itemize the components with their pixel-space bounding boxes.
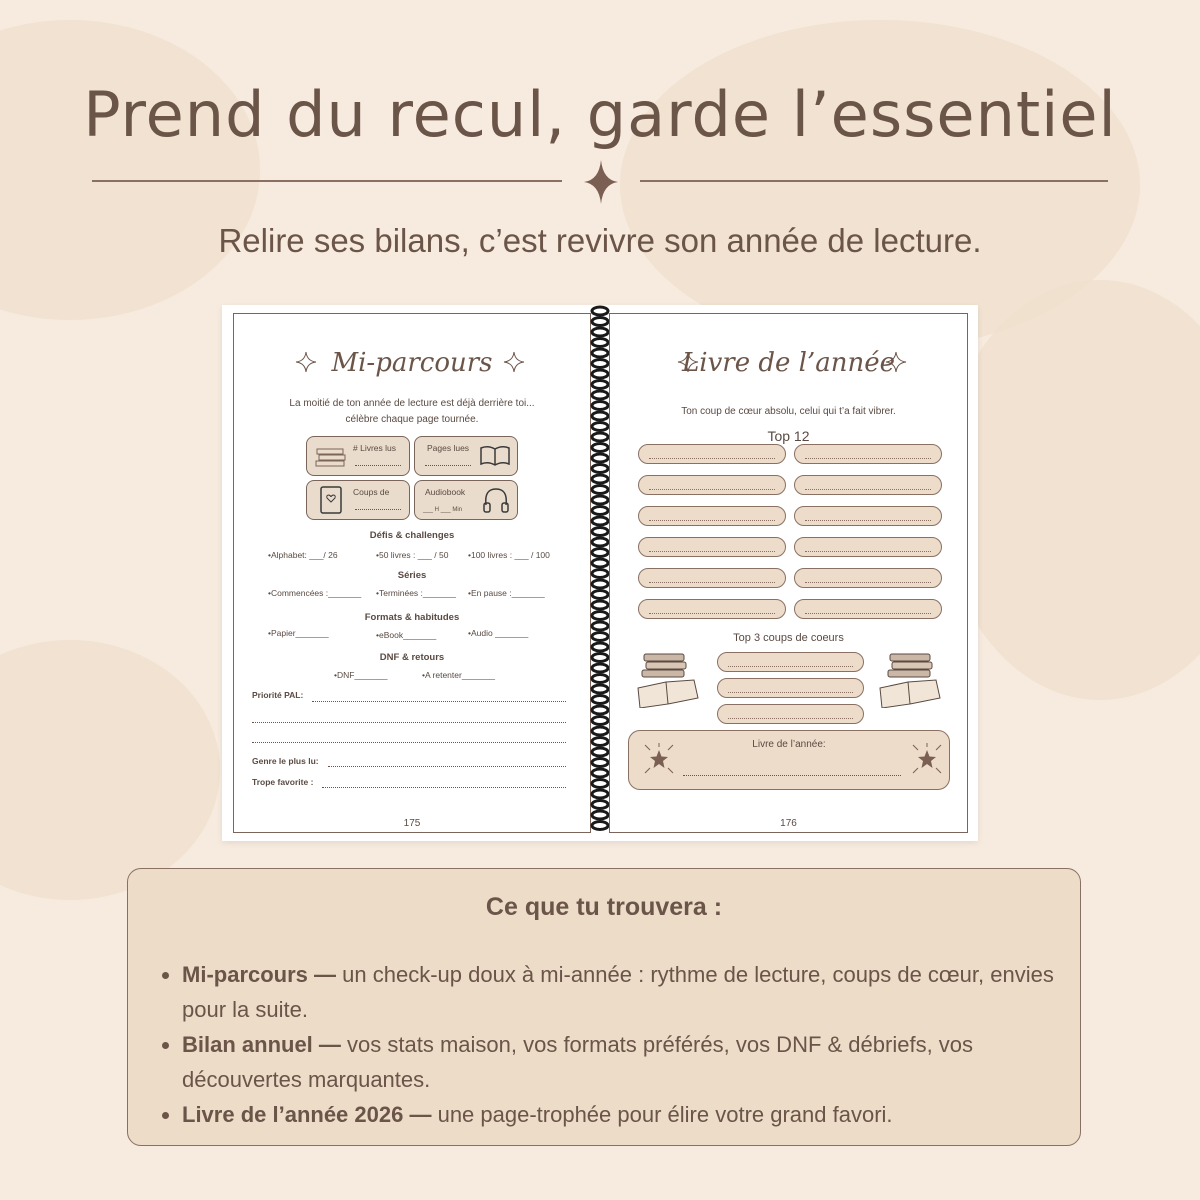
top12-label: Top 12 — [767, 428, 810, 444]
spiral-coil — [592, 423, 608, 431]
feature-title: Livre de l’année 2026 — — [182, 1102, 432, 1127]
trope-line — [322, 787, 566, 788]
formats-heading: Formats & habitudes — [364, 612, 460, 623]
spiral-coil — [592, 727, 608, 735]
spiral-coil — [592, 696, 608, 704]
open-book-icon — [479, 445, 511, 467]
spiral-coil — [592, 339, 608, 347]
favorites-label: Coups de — [353, 487, 390, 497]
feature-text: une page-trophée pour élire votre grand favori. — [431, 1102, 893, 1127]
favorites-line — [355, 509, 401, 510]
spiral-coil — [592, 612, 608, 620]
top12-entry — [638, 599, 786, 619]
spiral-coil — [592, 402, 608, 410]
genre-label: Genre le plus lu: — [252, 756, 319, 766]
dnf-item: •A retenter_______ — [422, 670, 495, 680]
spiral-coil — [592, 759, 608, 767]
top12-entry — [638, 537, 786, 557]
star-icon — [643, 743, 675, 775]
books-read-line — [355, 465, 401, 466]
divider-left — [92, 180, 562, 182]
favorites-box — [306, 480, 410, 520]
pages-read-label: Pages lues — [427, 443, 470, 453]
series-item: •En pause :_______ — [468, 588, 545, 598]
spiral-coil — [592, 391, 608, 399]
format-item: •eBook_______ — [376, 630, 437, 640]
spiral-coil — [592, 538, 608, 546]
spiral-coil — [592, 748, 608, 756]
spiral-coil — [592, 717, 608, 725]
top12-entry — [794, 568, 942, 588]
divider-right — [640, 180, 1108, 182]
heart-book-icon — [319, 485, 343, 515]
intro-line-2: célèbre chaque page tournée. — [345, 414, 479, 425]
dnf-item: •DNF_______ — [334, 670, 388, 680]
top12-entry — [638, 475, 786, 495]
top12-entry — [638, 568, 786, 588]
spiral-coil — [592, 738, 608, 746]
audiobook-box — [414, 480, 518, 520]
spiral-coil — [592, 633, 608, 641]
feature-text: vos stats maison, vos formats préférés, vos DNF & débriefs, vos découvertes marquantes. — [182, 1032, 974, 1092]
spiral-coil — [592, 496, 608, 504]
trope-label: Trope favorite : — [252, 777, 314, 787]
books-stack-icon — [315, 445, 347, 469]
sparkle-icon — [584, 160, 618, 204]
spiral-coil — [592, 475, 608, 483]
notebook-spread — [222, 305, 978, 841]
spiral-coil — [592, 559, 608, 567]
spiral-coil — [592, 664, 608, 672]
pages-read-line — [425, 465, 471, 466]
pal-line — [252, 722, 566, 723]
spiral-coil — [592, 780, 608, 788]
page-title: Prend du recul, garde l’essentiel — [83, 78, 1117, 151]
spiral-coil — [592, 591, 608, 599]
features-list — [162, 957, 1082, 1132]
spiral-coil — [592, 654, 608, 662]
series-item: •Commencées :_______ — [268, 588, 362, 598]
spiral-coil — [592, 412, 608, 420]
page-number: 175 — [403, 818, 421, 829]
subtitle: Relire ses bilans, c’est revivre son année de lecture. — [218, 222, 982, 259]
spiral-coil — [592, 318, 608, 326]
spiral-binding — [590, 305, 610, 841]
top3-entry — [717, 704, 864, 724]
spiral-coil — [592, 370, 608, 378]
spiral-coil — [592, 360, 608, 368]
challenge-item: •100 livres : ___ / 100 — [468, 550, 550, 560]
spiral-coil — [592, 570, 608, 578]
challenges-heading: Défis & challenges — [369, 530, 455, 541]
spiral-coil — [592, 307, 608, 315]
spiral-coil — [592, 822, 608, 830]
book-of-year-line — [683, 775, 901, 776]
background-blob — [0, 20, 260, 320]
left-page — [233, 313, 591, 833]
right-page — [609, 313, 968, 833]
spiral-coil — [592, 643, 608, 651]
books-read-box — [306, 436, 410, 476]
pages-read-box — [414, 436, 518, 476]
background-blob — [0, 640, 220, 900]
spiral-coil — [592, 328, 608, 336]
spiral-coil — [592, 601, 608, 609]
top12-entry — [794, 475, 942, 495]
right-intro: Ton coup de cœur absolu, celui qui t’a fait vibrer. — [681, 406, 896, 417]
spiral-coil — [592, 528, 608, 536]
pal-label: Priorité PAL: — [252, 690, 304, 700]
series-heading: Séries — [397, 570, 427, 581]
book-of-year-box — [628, 730, 950, 790]
features-box — [127, 868, 1081, 1146]
feature-item — [182, 1097, 1082, 1132]
books-read-label: # Livres lus — [353, 443, 396, 453]
spiral-coil — [592, 769, 608, 777]
dnf-heading: DNF & retours — [379, 652, 445, 663]
top12-entry — [794, 506, 942, 526]
format-item: •Papier_______ — [268, 628, 329, 638]
star-icon — [911, 743, 943, 775]
spiral-coil — [592, 349, 608, 357]
pal-line — [312, 701, 566, 702]
audio-time-label: ___ H ___ Min — [423, 507, 463, 513]
feature-title: Bilan annuel — — [182, 1032, 341, 1057]
page-number: 176 — [780, 818, 797, 829]
top12-entry — [794, 444, 942, 464]
top3-entry — [717, 678, 864, 698]
features-heading: Ce que tu trouvera : — [485, 893, 723, 921]
spiral-coil — [592, 706, 608, 714]
spiral-coil — [592, 790, 608, 798]
spiral-coil — [592, 465, 608, 473]
top12-entry — [794, 537, 942, 557]
intro-line-1: La moitié de ton année de lecture est déjà derrière toi... — [289, 398, 535, 409]
series-item: •Terminées :_______ — [376, 588, 456, 598]
spiral-coil — [592, 549, 608, 557]
sparkle-icon — [502, 350, 526, 374]
spiral-coil — [592, 507, 608, 515]
top12-entry — [794, 599, 942, 619]
background-blob — [940, 280, 1200, 700]
spiral-coil — [592, 622, 608, 630]
challenge-item: •Alphabet: ___/ 26 — [268, 550, 338, 560]
spiral-coil — [592, 801, 608, 809]
challenge-item: •50 livres : ___ / 50 — [376, 550, 449, 560]
feature-item — [182, 1027, 1082, 1097]
spiral-coil — [592, 580, 608, 588]
spiral-coil — [592, 517, 608, 525]
audiobook-label: Audiobook — [425, 487, 466, 497]
spiral-coil — [592, 811, 608, 819]
left-page-title: Mi-parcours — [331, 348, 493, 378]
genre-line — [328, 766, 566, 767]
headphones-icon — [481, 485, 511, 515]
top12-entry — [638, 444, 786, 464]
spiral-coil — [592, 444, 608, 452]
spiral-coil — [592, 454, 608, 462]
spiral-coil — [592, 675, 608, 683]
top3-label: Top 3 coups de coeurs — [733, 632, 844, 644]
feature-item — [182, 957, 1082, 1027]
feature-title: Mi-parcours — — [182, 962, 337, 987]
top3-entry — [717, 652, 864, 672]
spiral-coil — [592, 486, 608, 494]
pal-line — [252, 742, 566, 743]
feature-text: un check-up doux à mi-année : rythme de lecture, coups de cœur, envies pour la suite. — [182, 962, 1054, 1022]
books-illustration-icon — [878, 648, 942, 708]
books-illustration-icon — [636, 648, 700, 708]
right-page-title: Livre de l’année — [682, 348, 895, 378]
top12-entry — [638, 506, 786, 526]
spiral-coil — [592, 685, 608, 693]
book-of-year-label: Livre de l’année: — [752, 739, 826, 750]
format-item: •Audio _______ — [468, 628, 529, 638]
spiral-coil — [592, 381, 608, 389]
spiral-coil — [592, 433, 608, 441]
sparkle-icon — [884, 350, 908, 374]
